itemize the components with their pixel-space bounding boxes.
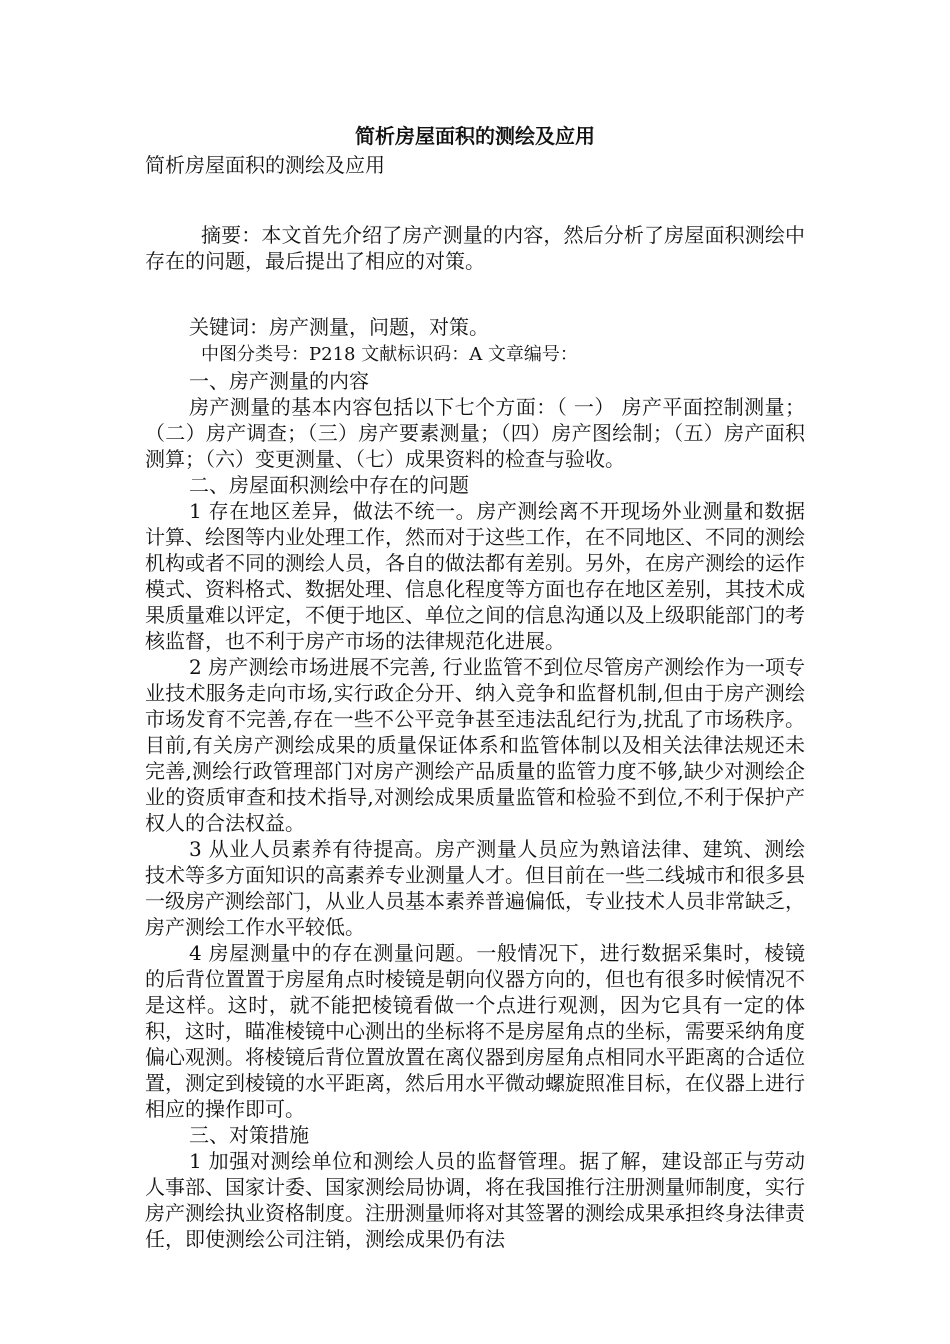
section-2-paragraph-1: 1 存在地区差异，做法不统一。房产测绘离不开现场外业测量和数据计算、绘图等内业处理工作，然而对于这些工作，在不同地区、不同的测绘机构或者不同的测绘人员，各自的做法都有差别。另外，在房产测绘的运作模式、资料格式、数据处理、信息化程度等方面也存在地区差别，其技术成果质量难以评定，不便于地区、单位之间的信息沟通以及上级职能部门的考核监督，也不利于房产市场的法律规范化进展。	[145, 499, 805, 653]
classification-line: 中图分类号：P218 文献标识码：A 文章编号：	[201, 344, 578, 365]
section-2-heading: 二、房屋面积测绘中存在的问题	[189, 473, 469, 497]
keywords-line: 关键词：房产测量，问题，对策。	[189, 315, 489, 339]
section-1-heading: 一、房产测量的内容	[189, 369, 369, 393]
document-title: 简析房屋面积的测绘及应用	[355, 124, 595, 148]
section-2-paragraph-2: 2 房产测绘市场进展不完善, 行业监管不到位尽管房产测绘作为一项专业技术服务走向市场,实行政企分开、纳入竞争和监督机制,但由于房产测绘市场发育不完善,存在一些不公平竞争甚至违法乱纪行为,扰乱了市场秩序。目前,有关房产测绘成果的质量保证体系和监管体制以及相关法律法规还未完善,测绘行政管理部门对房产测绘产品质量的监管力度不够,缺少对测绘企业的资质审查和技术指导,对测绘成果质量监管和检验不到位,不利于保护产权人的合法权益。	[145, 655, 805, 835]
section-3-paragraph-1: 1 加强对测绘单位和测绘人员的监督管理。据了解，建设部正与劳动人事部、国家计委、国家测绘局协调，将在我国推行注册测量师制度，实行房产测绘执业资格制度。注册测量师将对其签署的测绘成果承担终身法律责任，即使测绘公司注销，测绘成果仍有法	[145, 1149, 805, 1251]
section-1-paragraph-1: 房产测量的基本内容包括以下七个方面：（ 一） 房产平面控制测量；（二）房产调查；（三）房产要素测量；（四）房产图绘制；（五）房产面积测算；（六）变更测量、（七）成果资料的检查与验收。	[145, 395, 805, 471]
section-2-paragraph-4: 4 房屋测量中的存在测量问题。一般情况下，进行数据采集时，棱镜的后背位置置于房屋角点时棱镜是朝向仪器方向的，但也有很多时候情况不是这样。这时，就不能把棱镜看做一个点进行观测，因为它具有一定的体积，这时，瞄准棱镜中心测出的坐标将不是房屋角点的坐标，需要采纳角度偏心观测。将棱镜后背位置放置在离仪器到房屋角点相同水平距离的合适位置，测定到棱镜的水平距离，然后用水平微动螺旋照准目标，在仪器上进行相应的操作即可。	[145, 941, 805, 1121]
section-2-paragraph-3: 3 从业人员素养有待提高。房产测量人员应为熟谙法律、建筑、测绘技术等多方面知识的高素养专业测量人才。但目前在一些二线城市和很多县一级房产测绘部门，从业人员基本素养普遍偏低，专业技术人员非常缺乏，房产测绘工作水平较低。	[145, 837, 805, 939]
document-subtitle: 简析房屋面积的测绘及应用	[145, 153, 385, 177]
document-page	[145, 122, 805, 1252]
abstract-paragraph: 摘要：本文首先介绍了房产测量的内容，然后分析了房屋面积测绘中存在的问题，最后提出了相应的对策。	[145, 223, 805, 273]
section-3-heading: 三、对策措施	[189, 1123, 309, 1147]
